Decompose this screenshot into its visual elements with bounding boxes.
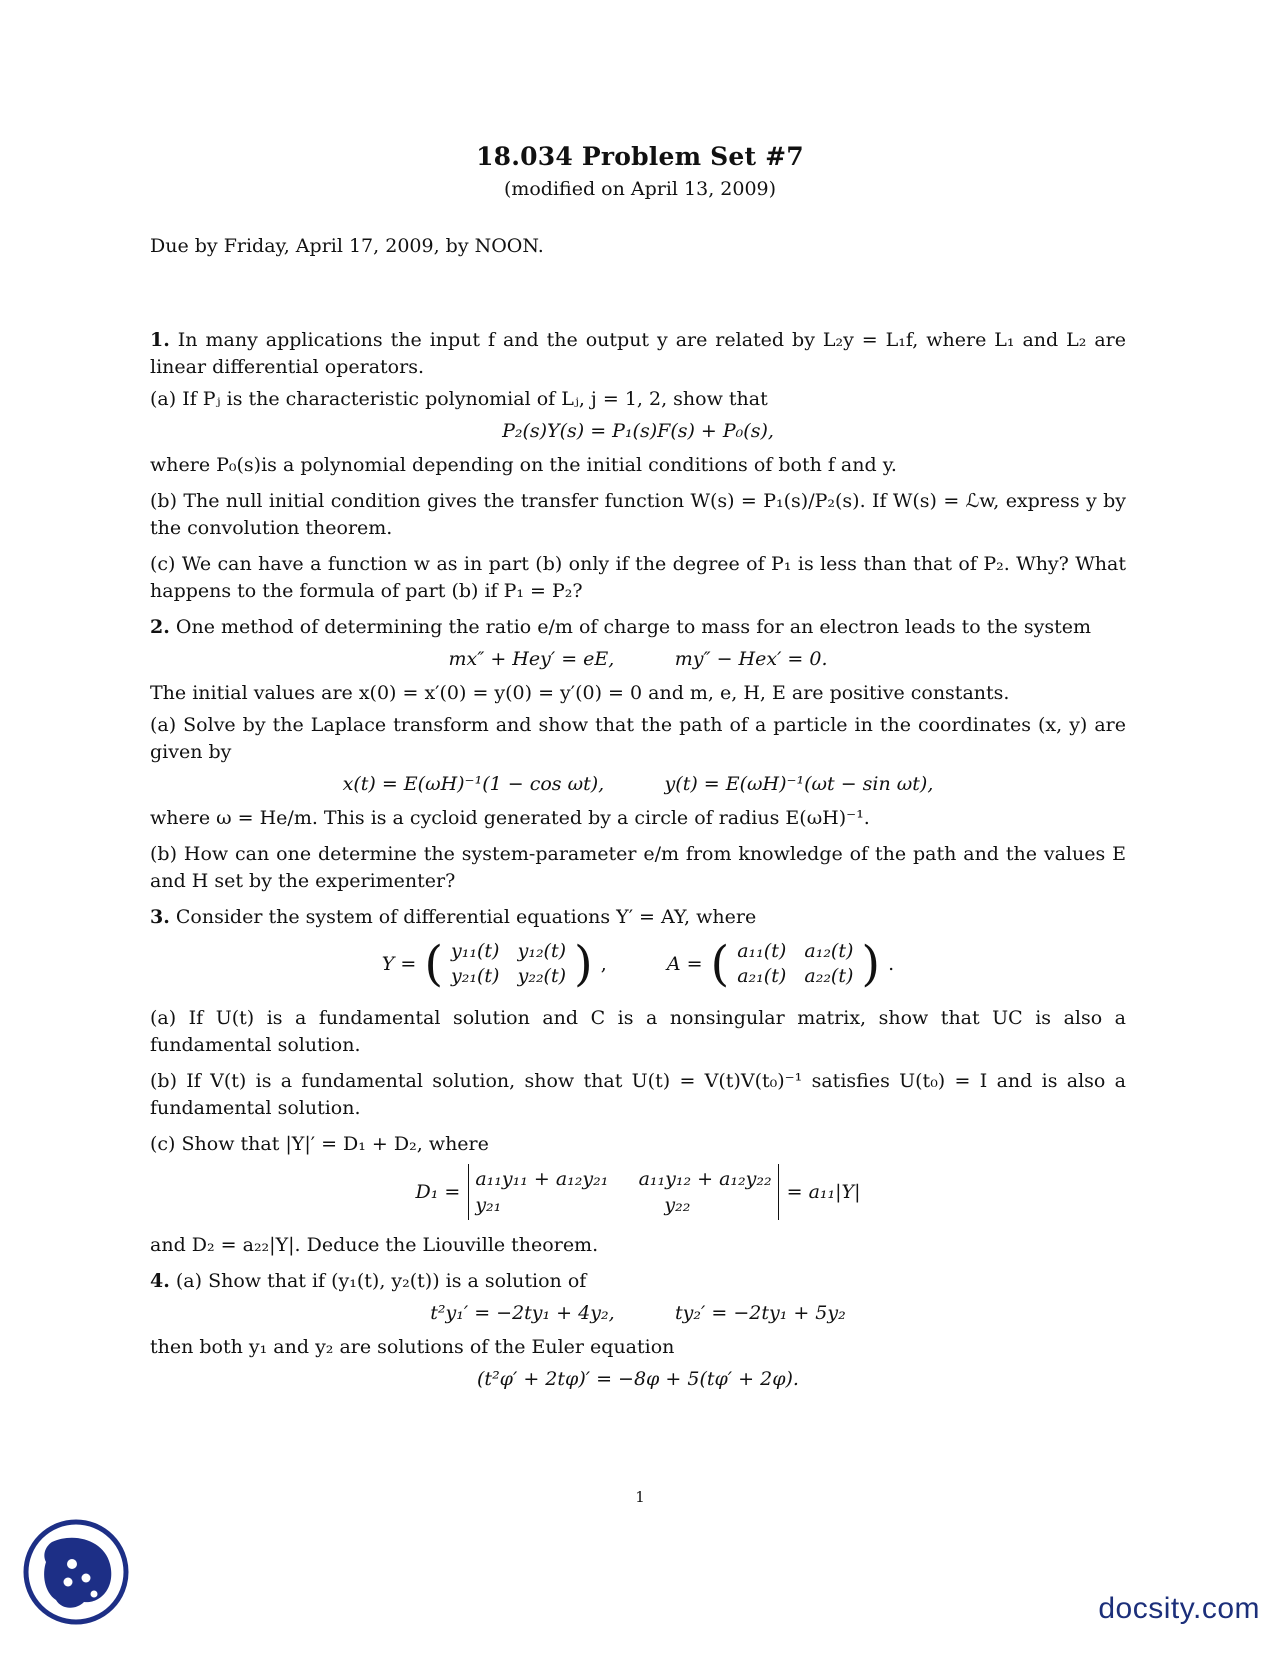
matrix-a-body [737, 939, 853, 989]
problem-4-number: 4. [150, 1270, 170, 1292]
problem-1a: (a) If Pⱼ is the characteristic polynomial of Lⱼ, j = 1, 2, show that [150, 388, 768, 410]
page-subtitle: (modified on April 13, 2009) [503, 178, 777, 200]
matrix-y-label: Y = [381, 952, 417, 975]
problem-1-intro [150, 327, 1126, 381]
problem-2-system-equation: mx″ + Hey′ = eE, my″ − Hex′ = 0. [448, 648, 828, 670]
problem-3-number: 3. [150, 906, 170, 928]
problem-2-initial-values: The initial values are x(0) = x′(0) = y(0) = y′(0) = 0 and m, e, H, E are positive constants. [150, 682, 1010, 704]
problem-4a-after: then both y₁ and y₂ are solutions of the Euler equation [150, 1336, 675, 1358]
period: . [888, 952, 895, 975]
left-paren-icon: ( [710, 936, 730, 992]
problem-1c: (c) We can have a function w as in part (b) only if the degree of P₁ is less than that of P₂. Why? What happens to the formula of part (b) if P₁ = P₂? [150, 553, 1126, 602]
matrix-a-row1: a₁₁(t) a₁₂(t) [737, 940, 854, 962]
matrix-y-row2: y₂₁(t) y₂₂(t) [451, 965, 567, 987]
problem-1-number: 1. [150, 329, 170, 351]
page-title: 18.034 Problem Set #7 [476, 142, 804, 171]
matrix-y-row1: y₁₁(t) y₁₂(t) [451, 940, 567, 962]
matrix-a-row2: a₂₁(t) a₂₂(t) [737, 965, 854, 987]
docsity-brand-link[interactable]: docsity.com [1098, 1592, 1260, 1625]
left-paren-icon: ( [424, 936, 444, 992]
matrix-a [666, 936, 895, 992]
due-date: Due by Friday, April 17, 2009, by NOON. [150, 235, 544, 257]
problem-2a: (a) Solve by the Laplace transform and show that the path of a particle in the coordinates (x, y) are given by [150, 714, 1126, 763]
problem-2a-equation: x(t) = E(ωH)⁻¹(1 − cos ωt), y(t) = E(ωH)⁻¹(ωt − sin ωt), [342, 773, 934, 795]
problem-4a [150, 1268, 1126, 1295]
determinant-body [468, 1164, 778, 1220]
right-paren-icon: ) [861, 936, 881, 992]
problem-4a-equation: t²y₁′ = −2ty₁ + 4y₂, ty₂′ = −2ty₁ + 5y₂ [430, 1302, 846, 1324]
problem-3-intro-text: Consider the system of differential equations Y′ = AY, where [175, 906, 757, 928]
problem-1a-equation: P₂(s)Y(s) = P₁(s)F(s) + P₀(s), [502, 420, 774, 442]
determinant-result: = a₁₁|Y| [786, 1180, 861, 1203]
problem-list [150, 327, 1126, 1400]
matrix-y-body [451, 939, 566, 989]
problem-3-matrices [150, 936, 1126, 992]
page-number: 1 [635, 1488, 645, 1506]
problem-1-intro-text: In many applications the input f and the output y are related by L₂y = L₁f, where L₁ and L₂ are linear differential operators. [150, 329, 1126, 378]
right-paren-icon: ) [574, 936, 593, 992]
problem-2a-after: where ω = He/m. This is a cycloid generated by a circle of radius E(ωH)⁻¹. [150, 807, 870, 829]
comma: , [600, 952, 607, 975]
euler-equation: (t²φ′ + 2tφ)′ = −8φ + 5(tφ′ + 2φ). [477, 1368, 799, 1390]
problem-2b: (b) How can one determine the system-parameter e/m from knowledge of the path and the values E and H set by the experimenter? [150, 843, 1126, 892]
problem-1b: (b) The null initial condition gives the transfer function W(s) = P₁(s)/P₂(s). If W(s) = ℒw, express y by the convolution theorem. [150, 490, 1126, 539]
problem-2-number: 2. [150, 616, 170, 638]
problem-4a-text: (a) Show that if (y₁(t), y₂(t)) is a solution of [175, 1270, 587, 1292]
problem-3c: (c) Show that |Y|′ = D₁ + D₂, where [150, 1133, 489, 1155]
problem-3a: (a) If U(t) is a fundamental solution and C is a nonsingular matrix, show that UC is also a fundamental solution. [150, 1007, 1126, 1056]
problem-3c-after: and D₂ = a₂₂|Y|. Deduce the Liouville theorem. [150, 1234, 599, 1256]
problem-1a-after: where P₀(s)is a polynomial depending on the initial conditions of both f and y. [150, 454, 897, 476]
problem-2-intro [150, 614, 1126, 641]
docsity-logo-icon[interactable] [22, 1518, 130, 1626]
matrix-y [381, 936, 607, 992]
problem-3b: (b) If V(t) is a fundamental solution, show that U(t) = V(t)V(t₀)⁻¹ satisfies U(t₀) = I and is also a fundamental solution. [150, 1070, 1126, 1119]
determinant-row1: a₁₁y₁₁ + a₁₂y₂₁ a₁₁y₁₂ + a₁₂y₂₂ [475, 1168, 772, 1190]
determinant-d1 [150, 1164, 1126, 1220]
problem-3-intro [150, 904, 1126, 931]
problem-2-intro-text: One method of determining the ratio e/m of charge to mass for an electron leads to the system [175, 616, 1092, 638]
determinant-row2: y₂₁ y₂₂ [475, 1194, 691, 1216]
determinant-label: D₁ = [415, 1180, 461, 1203]
matrix-a-label: A = [666, 952, 703, 975]
